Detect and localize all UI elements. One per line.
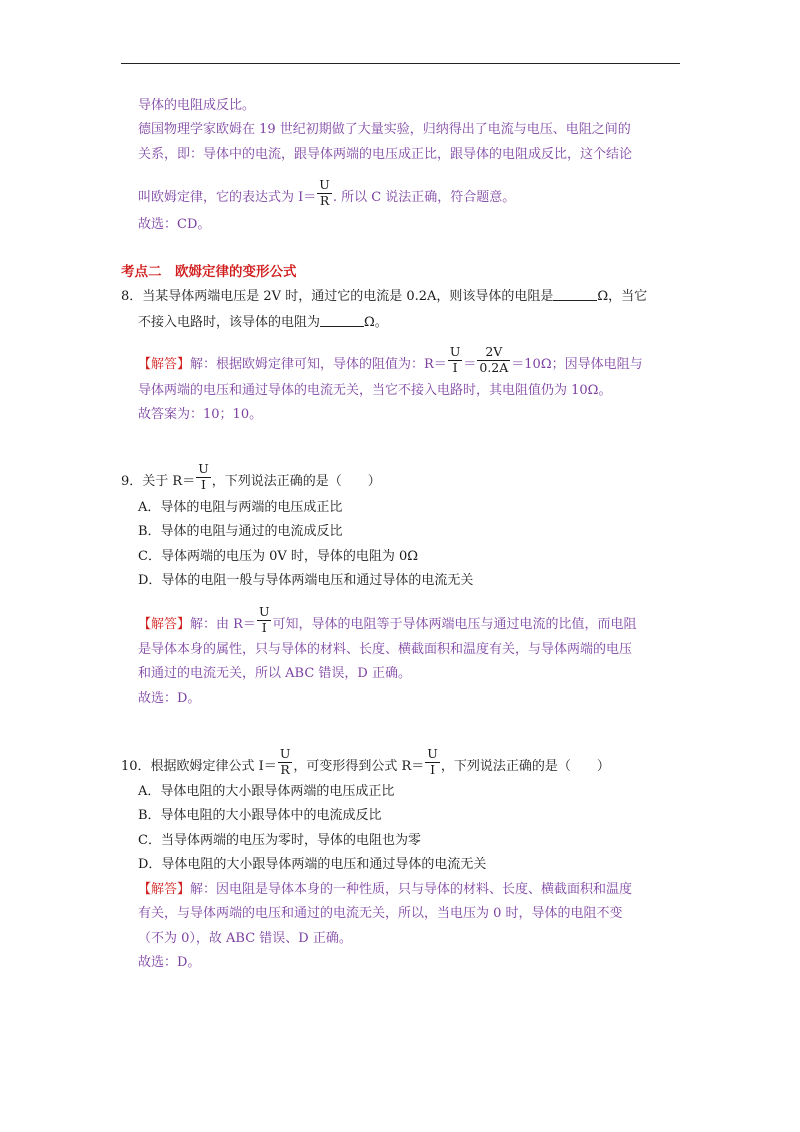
fraction-denominator: R <box>278 762 293 777</box>
q10-answer-line-4: 故选：D。 <box>138 955 201 970</box>
q8-stem-text-2: 不接入电路时，该导体的电阻为 <box>138 315 321 330</box>
q10-answer-line-2: 有关，与导体两端的电压和通过的电流无关，所以，当电压为 0 时，导体的电阻不变 <box>138 906 623 921</box>
q10-answer-line-1 <box>138 882 632 898</box>
fraction-u-over-r: $\frac{U}{R}$ <box>319 177 330 208</box>
q8-answer-tag: 【解答】 <box>138 357 191 372</box>
q8-answer-line-3: 故答案为：10；10。 <box>138 407 263 422</box>
q8-stem-line-2 <box>138 314 388 331</box>
intro-line-4-tail: . 所以 C 说法正确，符合题意。 <box>332 190 516 205</box>
q9-option-d[interactable]: D．导体的电阻一般与导体两端电压和通过导体的电流无关 <box>138 573 474 588</box>
fraction-u-over-i: $\frac{U}{I}$ <box>258 604 270 635</box>
q9-answer-line-1 <box>138 604 637 635</box>
q9-stem <box>121 461 381 492</box>
q8-blank-2[interactable] <box>320 314 364 327</box>
q10-option-d[interactable]: D．导体电阻的大小跟导体两端的电压和通过导体的电流无关 <box>138 857 487 872</box>
q9-answer-text: 解：由 R＝ <box>190 617 256 632</box>
q9-stem-tail: ，下列说法正确的是（ ） <box>211 474 381 489</box>
fraction-denominator: I <box>448 360 463 375</box>
fraction-u-over-r: $\frac{U}{R}$ <box>279 746 291 777</box>
fraction-u-over-i: $\frac{U}{I}$ <box>427 746 438 777</box>
q9-answer-line-2: 是导体本身的属性，只与导体的材料、长度、横截面积和温度有关，与导体两端的电压 <box>138 642 633 657</box>
q10-stem-mid: ，可变形得到公式 R＝ <box>293 759 425 774</box>
q10-option-c[interactable]: C．当导体两端的电压为零时，导体的电阻也为零 <box>138 833 421 848</box>
intro-line-3: 关系，即：导体中的电流，跟导体两端的电压成正比，跟导体的电阻成反比，这个结论 <box>138 147 633 162</box>
fraction-denominator: 0.2A <box>479 360 509 375</box>
q10-answer-line-3: （不为 0），故 ABC 错误、D 正确。 <box>138 931 352 946</box>
intro-line-4 <box>138 177 516 208</box>
q9-answer-line-3: 和通过的电流无关，所以 ABC 错误，D 正确。 <box>138 666 411 681</box>
q10-stem-text: 10．根据欧姆定律公式 I＝ <box>121 759 277 774</box>
section-heading: 考点二 欧姆定律的变形公式 <box>121 264 297 280</box>
q8-stem-unit-2: Ω。 <box>364 315 388 330</box>
fraction-denominator: I <box>425 762 440 777</box>
intro-line-5: 故选：CD。 <box>138 217 211 232</box>
q8-answer-line-1 <box>138 344 643 375</box>
q10-stem-tail: ，下列说法正确的是（ ） <box>440 759 610 774</box>
q9-answer-tag: 【解答】 <box>138 617 191 632</box>
q9-stem-text: 9．关于 R＝ <box>121 474 196 489</box>
q10-option-a[interactable]: A．导体电阻的大小跟导体两端的电压成正比 <box>138 784 395 799</box>
q8-equals: ＝ <box>463 357 477 372</box>
fraction-denominator: R <box>317 193 332 208</box>
q9-answer-tail: 可知，导体的电阻等于导体两端电压与通过电流的比值，而电阻 <box>272 617 637 632</box>
q8-answer-text: 解：根据欧姆定律可知，导体的阻值为：R＝ <box>190 357 447 372</box>
q10-answer-text: 解：因电阻是导体本身的一种性质，只与导体的材料、长度、横截面积和温度 <box>190 882 633 897</box>
q8-stem-line-1 <box>121 288 647 305</box>
q9-option-b[interactable]: B．导体的电阻与通过的电流成反比 <box>138 524 343 539</box>
fraction-u-over-i: $\frac{U}{I}$ <box>449 344 461 375</box>
fraction-2v-over-0.2a: $\frac{2V}{0.2A}$ <box>479 344 509 375</box>
q8-stem-unit: Ω，当它 <box>597 289 648 304</box>
fraction-u-over-i: $\frac{U}{I}$ <box>198 461 209 492</box>
fraction-denominator: I <box>196 477 211 492</box>
q10-stem <box>121 746 610 777</box>
q8-answer-tail: ＝10Ω；因导体电阻与 <box>511 357 643 372</box>
q10-answer-tag: 【解答】 <box>138 882 191 897</box>
header-rule <box>121 63 680 64</box>
intro-line-4-text: 叫欧姆定律，它的表达式为 I＝ <box>138 190 317 205</box>
q8-blank-1[interactable] <box>553 288 597 301</box>
q9-option-a[interactable]: A．导体的电阻与两端的电压成正比 <box>138 500 343 515</box>
q9-option-c[interactable]: C．导体两端的电压为 0V 时，导体的电阻为 0Ω <box>138 549 419 564</box>
fraction-denominator: I <box>257 620 272 635</box>
intro-line-2: 德国物理学家欧姆在 19 世纪初期做了大量实验，归纳得出了电流与电压、电阻之间的 <box>138 122 631 137</box>
q8-answer-line-2: 导体两端的电压和通过导体的电流无关，当它不接入电路时，其电阻值仍为 10Ω。 <box>138 383 612 398</box>
q9-answer-line-4: 故选：D。 <box>138 691 201 706</box>
intro-line-1: 导体的电阻成反比。 <box>138 98 256 113</box>
q10-option-b[interactable]: B．导体电阻的大小跟导体中的电流成反比 <box>138 808 382 823</box>
q8-stem-text: 8．当某导体两端电压是 2V 时，通过它的电流是 0.2A，则该导体的电阻是 <box>121 289 554 304</box>
